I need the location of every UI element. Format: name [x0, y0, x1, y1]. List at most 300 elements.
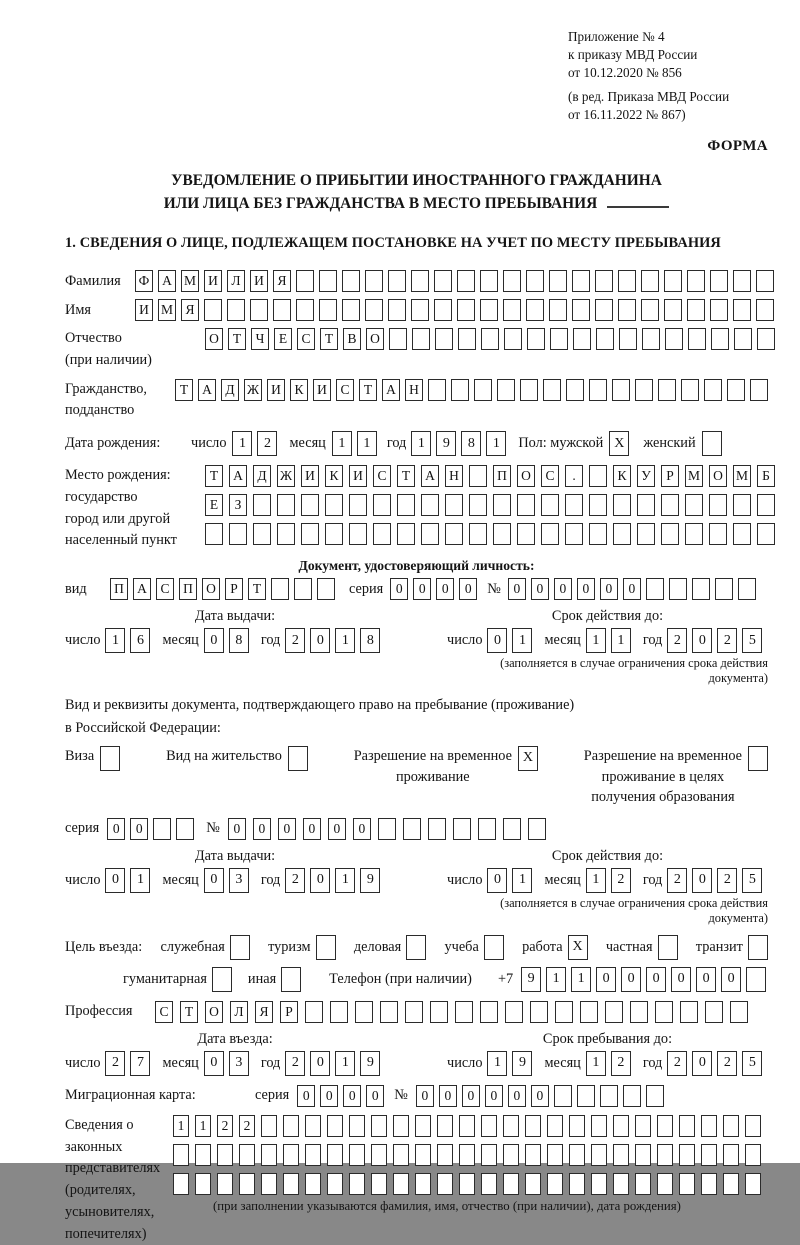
form-cell[interactable]: 1: [546, 967, 566, 992]
form-cell[interactable]: [100, 746, 120, 771]
form-cell[interactable]: [680, 1001, 698, 1023]
form-cell[interactable]: [301, 523, 319, 545]
form-cell[interactable]: О: [709, 465, 727, 487]
form-cell[interactable]: [757, 328, 775, 350]
form-cell[interactable]: 0: [353, 818, 371, 840]
form-cell[interactable]: [573, 328, 591, 350]
form-cell[interactable]: [613, 1144, 629, 1166]
form-cell[interactable]: [669, 578, 687, 600]
form-cell[interactable]: Ж: [277, 465, 295, 487]
form-cell[interactable]: [411, 270, 429, 292]
form-cell[interactable]: 1: [487, 1051, 507, 1076]
form-cell[interactable]: [733, 494, 751, 516]
form-cell[interactable]: 9: [360, 1051, 380, 1076]
form-cell[interactable]: [566, 379, 584, 401]
form-cell[interactable]: 1: [195, 1115, 211, 1137]
form-cell[interactable]: Я: [255, 1001, 273, 1023]
form-cell[interactable]: Л: [230, 1001, 248, 1023]
form-cell[interactable]: 9: [521, 967, 541, 992]
form-cell[interactable]: С: [373, 465, 391, 487]
form-cell[interactable]: 2: [717, 868, 737, 893]
form-cell[interactable]: [173, 1173, 189, 1195]
form-cell[interactable]: 0: [508, 1085, 526, 1107]
form-cell[interactable]: 0: [621, 967, 641, 992]
form-cell[interactable]: [261, 1144, 277, 1166]
form-cell[interactable]: 0: [508, 578, 526, 600]
form-cell[interactable]: 0: [278, 818, 296, 840]
form-cell[interactable]: [527, 328, 545, 350]
form-cell[interactable]: [317, 578, 335, 600]
form-cell[interactable]: 1: [512, 868, 532, 893]
form-cell[interactable]: Т: [359, 379, 377, 401]
form-cell[interactable]: [704, 379, 722, 401]
form-cell[interactable]: [635, 1115, 651, 1137]
form-cell[interactable]: [393, 1144, 409, 1166]
form-cell[interactable]: Т: [397, 465, 415, 487]
form-cell[interactable]: X: [518, 746, 538, 771]
form-cell[interactable]: [481, 1144, 497, 1166]
form-cell[interactable]: [715, 578, 733, 600]
form-cell[interactable]: [176, 818, 194, 840]
form-cell[interactable]: [665, 328, 683, 350]
form-cell[interactable]: Е: [274, 328, 292, 350]
form-cell[interactable]: [397, 494, 415, 516]
form-cell[interactable]: [635, 379, 653, 401]
form-cell[interactable]: [435, 328, 453, 350]
form-cell[interactable]: [657, 1144, 673, 1166]
form-cell[interactable]: [757, 523, 775, 545]
form-cell[interactable]: 2: [717, 1051, 737, 1076]
form-cell[interactable]: К: [325, 465, 343, 487]
form-cell[interactable]: 1: [586, 1051, 606, 1076]
form-cell[interactable]: 9: [512, 1051, 532, 1076]
form-cell[interactable]: [630, 1001, 648, 1023]
form-cell[interactable]: [528, 818, 546, 840]
form-cell[interactable]: [569, 1144, 585, 1166]
form-cell[interactable]: [497, 379, 515, 401]
form-cell[interactable]: [727, 379, 745, 401]
form-cell[interactable]: К: [290, 379, 308, 401]
form-cell[interactable]: [480, 270, 498, 292]
form-cell[interactable]: [580, 1001, 598, 1023]
form-cell[interactable]: 0: [253, 818, 271, 840]
form-cell[interactable]: [217, 1173, 233, 1195]
form-cell[interactable]: [756, 270, 774, 292]
form-cell[interactable]: 0: [413, 578, 431, 600]
form-cell[interactable]: [316, 935, 336, 960]
form-cell[interactable]: [437, 1144, 453, 1166]
form-cell[interactable]: [635, 1144, 651, 1166]
form-cell[interactable]: 8: [360, 628, 380, 653]
form-cell[interactable]: [688, 328, 706, 350]
form-cell[interactable]: [503, 818, 521, 840]
form-cell[interactable]: [389, 328, 407, 350]
form-cell[interactable]: Т: [180, 1001, 198, 1023]
form-cell[interactable]: [733, 270, 751, 292]
form-cell[interactable]: 2: [667, 868, 687, 893]
form-cell[interactable]: Р: [280, 1001, 298, 1023]
form-cell[interactable]: [271, 578, 289, 600]
form-cell[interactable]: [474, 379, 492, 401]
form-cell[interactable]: Т: [320, 328, 338, 350]
form-cell[interactable]: [415, 1144, 431, 1166]
form-cell[interactable]: [600, 1085, 618, 1107]
form-cell[interactable]: [305, 1115, 321, 1137]
form-cell[interactable]: 0: [105, 868, 125, 893]
form-cell[interactable]: Р: [661, 465, 679, 487]
form-cell[interactable]: [457, 299, 475, 321]
form-cell[interactable]: [745, 1173, 761, 1195]
form-cell[interactable]: [365, 270, 383, 292]
form-cell[interactable]: 0: [646, 967, 666, 992]
form-cell[interactable]: 0: [328, 818, 346, 840]
form-cell[interactable]: [459, 1173, 475, 1195]
form-cell[interactable]: И: [204, 270, 222, 292]
form-cell[interactable]: 7: [130, 1051, 150, 1076]
form-cell[interactable]: Ч: [251, 328, 269, 350]
form-cell[interactable]: 0: [390, 578, 408, 600]
form-cell[interactable]: [273, 299, 291, 321]
form-cell[interactable]: [637, 494, 655, 516]
form-cell[interactable]: [327, 1173, 343, 1195]
form-cell[interactable]: [195, 1144, 211, 1166]
form-cell[interactable]: О: [205, 328, 223, 350]
form-cell[interactable]: О: [366, 328, 384, 350]
form-cell[interactable]: 5: [742, 868, 762, 893]
form-cell[interactable]: [658, 379, 676, 401]
form-cell[interactable]: [277, 523, 295, 545]
form-cell[interactable]: [596, 328, 614, 350]
form-cell[interactable]: [480, 299, 498, 321]
form-cell[interactable]: 2: [285, 628, 305, 653]
form-cell[interactable]: 0: [577, 578, 595, 600]
form-cell[interactable]: [469, 465, 487, 487]
form-cell[interactable]: [445, 494, 463, 516]
form-cell[interactable]: [525, 1173, 541, 1195]
form-cell[interactable]: [745, 1115, 761, 1137]
form-cell[interactable]: 0: [343, 1085, 361, 1107]
form-cell[interactable]: [679, 1144, 695, 1166]
form-cell[interactable]: [388, 270, 406, 292]
form-cell[interactable]: [355, 1001, 373, 1023]
form-cell[interactable]: [327, 1115, 343, 1137]
form-cell[interactable]: [547, 1115, 563, 1137]
form-cell[interactable]: 8: [461, 431, 481, 456]
form-cell[interactable]: [484, 935, 504, 960]
form-cell[interactable]: [481, 328, 499, 350]
form-cell[interactable]: [687, 270, 705, 292]
form-cell[interactable]: 0: [487, 628, 507, 653]
form-cell[interactable]: А: [382, 379, 400, 401]
form-cell[interactable]: 1: [335, 628, 355, 653]
form-cell[interactable]: [281, 967, 301, 992]
form-cell[interactable]: [294, 578, 312, 600]
form-cell[interactable]: [421, 523, 439, 545]
form-cell[interactable]: [679, 1115, 695, 1137]
form-cell[interactable]: [757, 494, 775, 516]
form-cell[interactable]: [661, 494, 679, 516]
form-cell[interactable]: М: [181, 270, 199, 292]
form-cell[interactable]: П: [110, 578, 128, 600]
form-cell[interactable]: [595, 299, 613, 321]
form-cell[interactable]: Л: [227, 270, 245, 292]
form-cell[interactable]: М: [158, 299, 176, 321]
form-cell[interactable]: [657, 1115, 673, 1137]
form-cell[interactable]: X: [568, 935, 588, 960]
form-cell[interactable]: [227, 299, 245, 321]
form-cell[interactable]: С: [155, 1001, 173, 1023]
form-cell[interactable]: 0: [439, 1085, 457, 1107]
form-cell[interactable]: [325, 523, 343, 545]
form-cell[interactable]: [393, 1115, 409, 1137]
form-cell[interactable]: [642, 328, 660, 350]
form-cell[interactable]: Ж: [244, 379, 262, 401]
form-cell[interactable]: [641, 270, 659, 292]
form-cell[interactable]: [709, 494, 727, 516]
form-cell[interactable]: [480, 1001, 498, 1023]
form-cell[interactable]: [723, 1144, 739, 1166]
form-cell[interactable]: [380, 1001, 398, 1023]
form-cell[interactable]: Д: [253, 465, 271, 487]
form-cell[interactable]: [288, 746, 308, 771]
form-cell[interactable]: [349, 523, 367, 545]
form-cell[interactable]: [365, 299, 383, 321]
form-cell[interactable]: 0: [696, 967, 716, 992]
form-cell[interactable]: 0: [692, 1051, 712, 1076]
form-cell[interactable]: [283, 1115, 299, 1137]
form-cell[interactable]: [459, 1115, 475, 1137]
form-cell[interactable]: [428, 818, 446, 840]
form-cell[interactable]: [437, 1115, 453, 1137]
form-cell[interactable]: [612, 379, 630, 401]
form-cell[interactable]: [541, 494, 559, 516]
form-cell[interactable]: [646, 578, 664, 600]
form-cell[interactable]: 1: [486, 431, 506, 456]
form-cell[interactable]: 1: [586, 868, 606, 893]
form-cell[interactable]: 3: [229, 1051, 249, 1076]
form-cell[interactable]: [342, 270, 360, 292]
form-cell[interactable]: [458, 328, 476, 350]
form-cell[interactable]: [591, 1144, 607, 1166]
form-cell[interactable]: [373, 523, 391, 545]
form-cell[interactable]: И: [135, 299, 153, 321]
form-cell[interactable]: [503, 299, 521, 321]
form-cell[interactable]: А: [229, 465, 247, 487]
form-cell[interactable]: 1: [335, 868, 355, 893]
form-cell[interactable]: Н: [405, 379, 423, 401]
form-cell[interactable]: [503, 1144, 519, 1166]
form-cell[interactable]: 1: [332, 431, 352, 456]
form-cell[interactable]: [595, 270, 613, 292]
form-cell[interactable]: 1: [512, 628, 532, 653]
form-cell[interactable]: [618, 299, 636, 321]
form-cell[interactable]: 6: [130, 628, 150, 653]
form-cell[interactable]: У: [637, 465, 655, 487]
form-cell[interactable]: [430, 1001, 448, 1023]
form-cell[interactable]: [549, 270, 567, 292]
form-cell[interactable]: [505, 1001, 523, 1023]
form-cell[interactable]: 5: [742, 628, 762, 653]
form-cell[interactable]: 0: [204, 1051, 224, 1076]
form-cell[interactable]: С: [336, 379, 354, 401]
form-cell[interactable]: 0: [531, 578, 549, 600]
form-cell[interactable]: [589, 523, 607, 545]
form-cell[interactable]: [661, 523, 679, 545]
form-cell[interactable]: 2: [717, 628, 737, 653]
form-cell[interactable]: 0: [436, 578, 454, 600]
form-cell[interactable]: [503, 270, 521, 292]
form-cell[interactable]: 0: [600, 578, 618, 600]
form-cell[interactable]: [710, 270, 728, 292]
form-cell[interactable]: 2: [611, 868, 631, 893]
form-cell[interactable]: [664, 270, 682, 292]
form-cell[interactable]: [591, 1115, 607, 1137]
form-cell[interactable]: 0: [459, 578, 477, 600]
form-cell[interactable]: 0: [487, 868, 507, 893]
form-cell[interactable]: И: [250, 270, 268, 292]
form-cell[interactable]: [526, 270, 544, 292]
form-cell[interactable]: [261, 1115, 277, 1137]
form-cell[interactable]: [405, 1001, 423, 1023]
form-cell[interactable]: [569, 1173, 585, 1195]
form-cell[interactable]: X: [609, 431, 629, 456]
form-cell[interactable]: [658, 935, 678, 960]
form-cell[interactable]: 3: [229, 868, 249, 893]
form-cell[interactable]: 0: [554, 578, 572, 600]
form-cell[interactable]: [305, 1173, 321, 1195]
form-cell[interactable]: 0: [310, 1051, 330, 1076]
form-cell[interactable]: 2: [105, 1051, 125, 1076]
form-cell[interactable]: [701, 1115, 717, 1137]
form-cell[interactable]: [710, 299, 728, 321]
form-cell[interactable]: 0: [204, 628, 224, 653]
form-cell[interactable]: А: [158, 270, 176, 292]
form-cell[interactable]: [457, 270, 475, 292]
form-cell[interactable]: [412, 328, 430, 350]
form-cell[interactable]: [428, 379, 446, 401]
form-cell[interactable]: [687, 299, 705, 321]
form-cell[interactable]: 2: [257, 431, 277, 456]
form-cell[interactable]: [261, 1173, 277, 1195]
form-cell[interactable]: 1: [611, 628, 631, 653]
form-cell[interactable]: [205, 523, 223, 545]
form-cell[interactable]: Е: [205, 494, 223, 516]
form-cell[interactable]: [605, 1001, 623, 1023]
form-cell[interactable]: [664, 299, 682, 321]
form-cell[interactable]: [619, 328, 637, 350]
form-cell[interactable]: [421, 494, 439, 516]
form-cell[interactable]: [565, 494, 583, 516]
form-cell[interactable]: [283, 1173, 299, 1195]
form-cell[interactable]: [756, 299, 774, 321]
form-cell[interactable]: [371, 1115, 387, 1137]
form-cell[interactable]: [705, 1001, 723, 1023]
form-cell[interactable]: [547, 1144, 563, 1166]
form-cell[interactable]: Д: [221, 379, 239, 401]
form-cell[interactable]: [330, 1001, 348, 1023]
form-cell[interactable]: 1: [411, 431, 431, 456]
form-cell[interactable]: 2: [217, 1115, 233, 1137]
form-cell[interactable]: [212, 967, 232, 992]
form-cell[interactable]: [746, 967, 766, 992]
form-cell[interactable]: [589, 465, 607, 487]
form-cell[interactable]: [153, 818, 171, 840]
form-cell[interactable]: [325, 494, 343, 516]
form-cell[interactable]: [550, 328, 568, 350]
form-cell[interactable]: Я: [181, 299, 199, 321]
form-cell[interactable]: [565, 523, 583, 545]
form-cell[interactable]: [646, 1085, 664, 1107]
form-cell[interactable]: [549, 299, 567, 321]
form-cell[interactable]: [217, 1144, 233, 1166]
form-cell[interactable]: [296, 270, 314, 292]
form-cell[interactable]: 2: [667, 628, 687, 653]
form-cell[interactable]: 0: [416, 1085, 434, 1107]
form-cell[interactable]: П: [179, 578, 197, 600]
form-cell[interactable]: [434, 270, 452, 292]
form-cell[interactable]: [711, 328, 729, 350]
form-cell[interactable]: И: [313, 379, 331, 401]
form-cell[interactable]: Т: [248, 578, 266, 600]
form-cell[interactable]: [623, 1085, 641, 1107]
form-cell[interactable]: С: [297, 328, 315, 350]
form-cell[interactable]: [526, 299, 544, 321]
form-cell[interactable]: .: [565, 465, 583, 487]
form-cell[interactable]: 0: [671, 967, 691, 992]
form-cell[interactable]: [349, 1144, 365, 1166]
form-cell[interactable]: [733, 523, 751, 545]
form-cell[interactable]: [745, 1144, 761, 1166]
form-cell[interactable]: [349, 494, 367, 516]
form-cell[interactable]: 8: [229, 628, 249, 653]
form-cell[interactable]: Т: [175, 379, 193, 401]
form-cell[interactable]: [685, 523, 703, 545]
form-cell[interactable]: 0: [623, 578, 641, 600]
form-cell[interactable]: [434, 299, 452, 321]
form-cell[interactable]: [692, 578, 710, 600]
form-cell[interactable]: [253, 523, 271, 545]
form-cell[interactable]: [709, 523, 727, 545]
form-cell[interactable]: [723, 1173, 739, 1195]
form-cell[interactable]: [393, 1173, 409, 1195]
form-cell[interactable]: 1: [586, 628, 606, 653]
form-cell[interactable]: Р: [225, 578, 243, 600]
form-cell[interactable]: [517, 523, 535, 545]
form-cell[interactable]: [547, 1173, 563, 1195]
form-cell[interactable]: 0: [228, 818, 246, 840]
form-cell[interactable]: 0: [596, 967, 616, 992]
form-cell[interactable]: 0: [130, 818, 148, 840]
form-cell[interactable]: [277, 494, 295, 516]
form-cell[interactable]: [685, 494, 703, 516]
form-cell[interactable]: 0: [531, 1085, 549, 1107]
form-cell[interactable]: [481, 1115, 497, 1137]
form-cell[interactable]: П: [493, 465, 511, 487]
form-cell[interactable]: [437, 1173, 453, 1195]
form-cell[interactable]: [572, 270, 590, 292]
form-cell[interactable]: [702, 431, 722, 456]
form-cell[interactable]: [481, 1173, 497, 1195]
form-cell[interactable]: К: [613, 465, 631, 487]
form-cell[interactable]: [750, 379, 768, 401]
form-cell[interactable]: [195, 1173, 211, 1195]
form-cell[interactable]: [305, 1144, 321, 1166]
form-cell[interactable]: 2: [667, 1051, 687, 1076]
form-cell[interactable]: [349, 1115, 365, 1137]
form-cell[interactable]: [525, 1144, 541, 1166]
form-cell[interactable]: 1: [105, 628, 125, 653]
form-cell[interactable]: [388, 299, 406, 321]
